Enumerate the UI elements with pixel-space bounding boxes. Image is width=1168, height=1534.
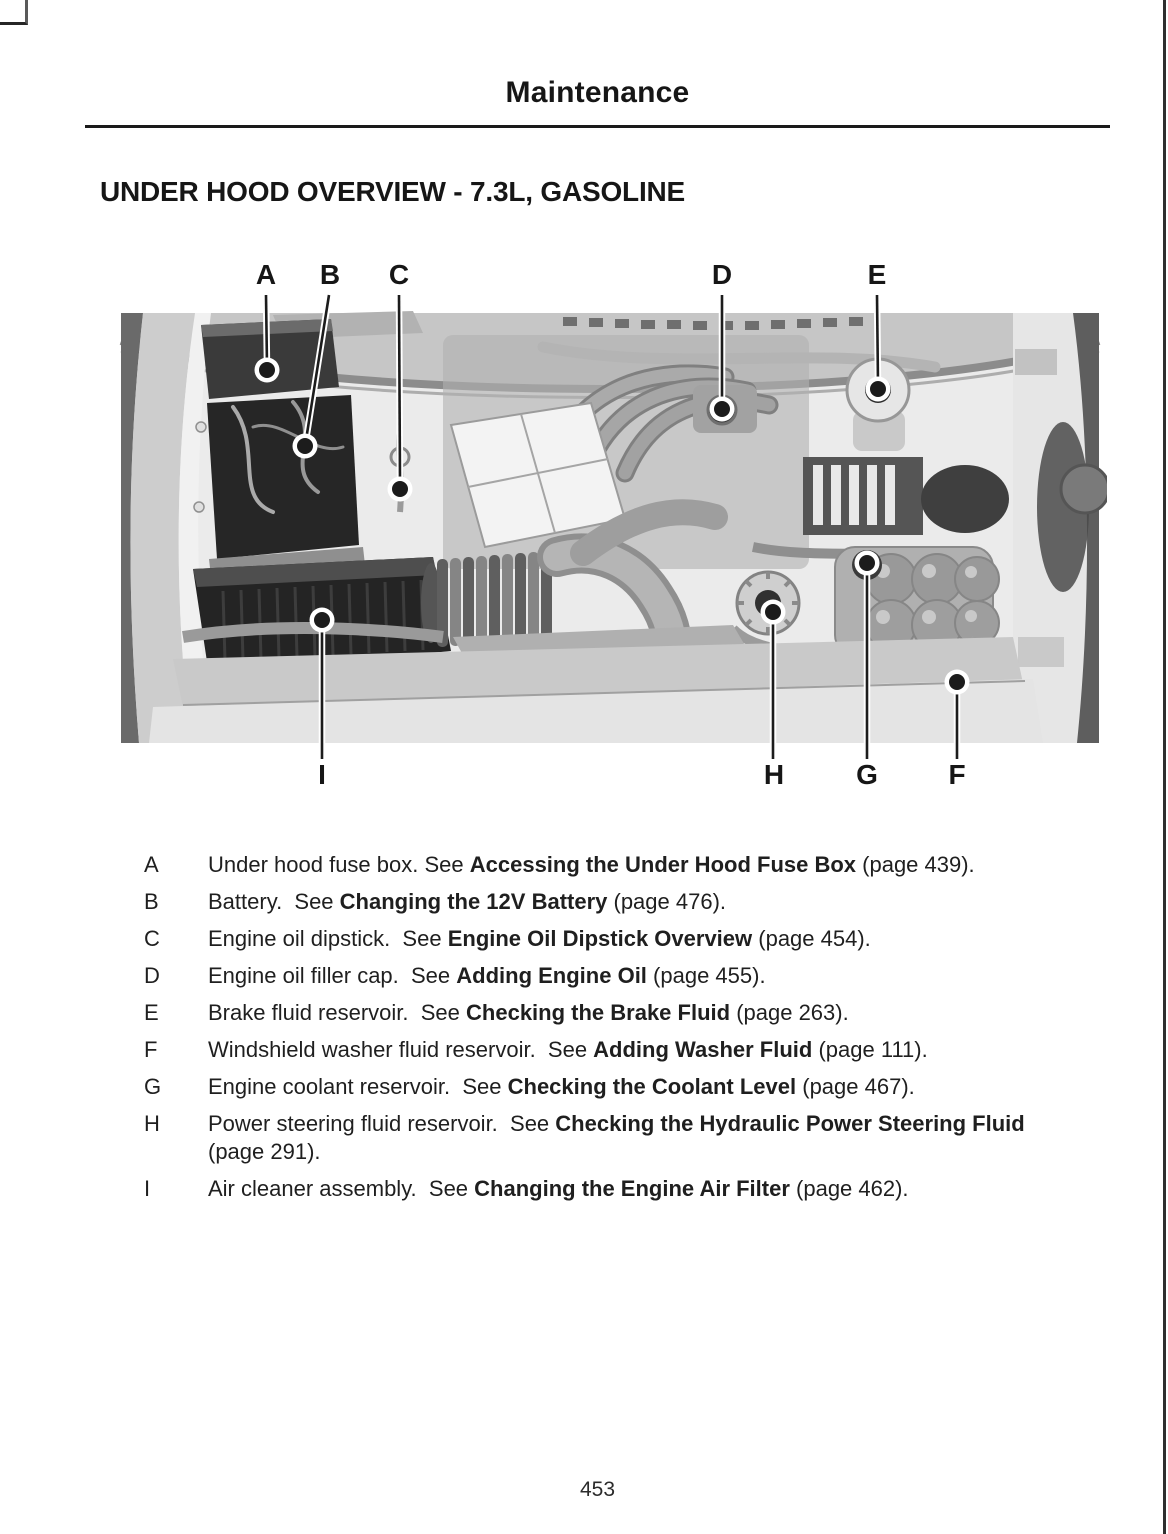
legend-text: Under hood fuse box. See Accessing the Under Hood Fuse Box (page 439).: [208, 852, 975, 877]
callout-letter-B: B: [319, 259, 341, 290]
callout-dot-B: [297, 438, 313, 454]
callout-letter-G: G: [856, 759, 878, 790]
legend-letter: G: [144, 1074, 162, 1099]
legend-letter: I: [144, 1176, 151, 1201]
callout-letter-H: H: [763, 759, 785, 790]
callout-dot-G: [859, 555, 875, 571]
legend-letter: E: [144, 1000, 159, 1025]
legend-row-E: [138, 999, 1090, 1027]
legend-text: Battery. See Changing the 12V Battery (page 476).: [208, 889, 727, 914]
legend-row-A: [138, 851, 1090, 879]
callout-line-E: [877, 295, 878, 384]
callout-dot-F: [949, 674, 965, 690]
callout-letter-I: I: [318, 759, 326, 790]
legend-text: Brake fluid reservoir. See Checking the Brake Fluid (page 263).: [208, 1000, 849, 1025]
legend-letter: A: [144, 852, 159, 877]
legend-letter: F: [144, 1037, 158, 1062]
section-heading: UNDER HOOD OVERVIEW - 7.3L, GASOLINE: [100, 176, 686, 207]
callout-dot-C: [392, 481, 408, 497]
callout-dot-D: [714, 401, 730, 417]
engine-bay-illustration: [113, 248, 1107, 796]
legend-row-G: [138, 1073, 1090, 1101]
callout-letter-E: E: [867, 259, 887, 290]
right-edge-rule: [1163, 0, 1166, 1534]
legend-text: Windshield washer fluid reservoir. See Adding Washer Fluid (page 111).: [208, 1037, 928, 1062]
callout-line-C: [399, 295, 400, 483]
legend-text: Power steering fluid reservoir. See Checking the Hydraulic Power Steering Fluid (page 291).: [208, 1111, 1031, 1164]
corner-mark: [0, 0, 28, 25]
legend-text: Engine coolant reservoir. See Checking the Coolant Level (page 467).: [208, 1074, 915, 1099]
legend-text: Engine oil dipstick. See Engine Oil Dipstick Overview (page 454).: [208, 926, 871, 951]
callout-dot-A: [259, 362, 275, 378]
legend-letter: H: [144, 1111, 160, 1136]
callout-letter-C: C: [388, 259, 410, 290]
legend-letter: D: [144, 963, 160, 988]
legend-row-H: [138, 1110, 1090, 1166]
page-title: Maintenance: [505, 76, 690, 109]
legend-row-B: [138, 888, 1090, 916]
legend-row-I: [138, 1175, 1090, 1203]
header-rule: [85, 125, 1110, 128]
legend-list: [138, 851, 1090, 1212]
page-number: 453: [579, 1478, 616, 1501]
legend-row-F: [138, 1036, 1090, 1064]
callout-letter-F: F: [948, 759, 966, 790]
callout-letter-D: D: [711, 259, 733, 290]
legend-row-C: [138, 925, 1090, 953]
legend-letter: C: [144, 926, 160, 951]
legend-text: Air cleaner assembly. See Changing the Engine Air Filter (page 462).: [208, 1176, 909, 1201]
legend-row-D: [138, 962, 1090, 990]
under-hood-figure: [113, 248, 1107, 796]
callout-letter-A: A: [255, 259, 277, 290]
legend-text: Engine oil filler cap. See Adding Engine Oil (page 455).: [208, 963, 766, 988]
callout-dot-E: [870, 381, 886, 397]
callout-line-A: [266, 295, 267, 366]
legend-letter: B: [144, 889, 159, 914]
callout-dot-I: [314, 612, 330, 628]
callout-dot-H: [765, 604, 781, 620]
